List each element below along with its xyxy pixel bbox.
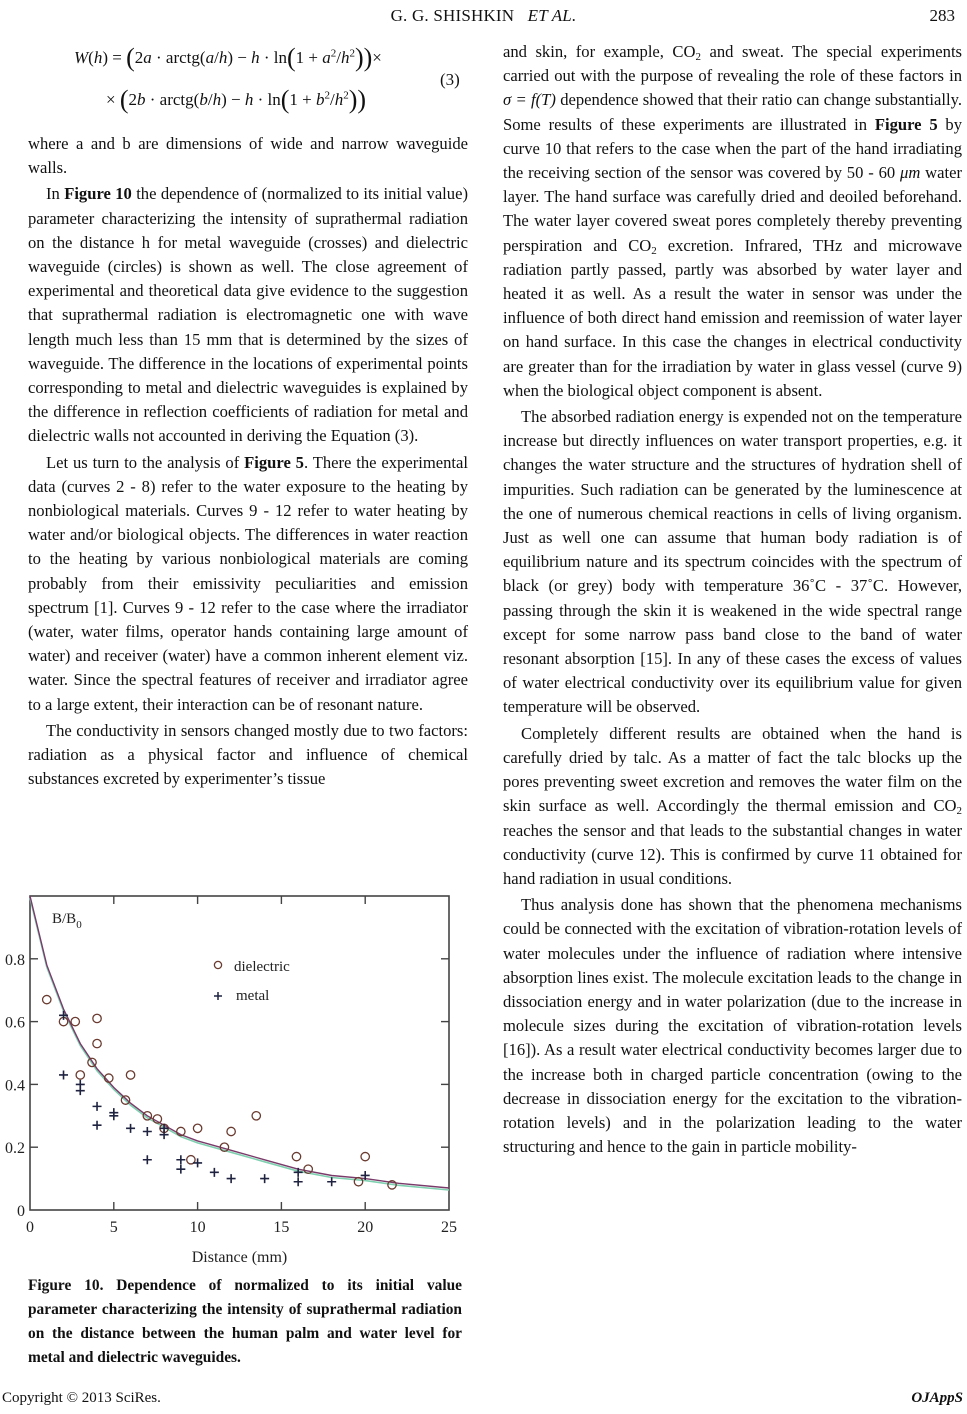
dielectric-point [93, 1014, 101, 1022]
metal-point [59, 1070, 68, 1079]
running-header [0, 6, 967, 28]
metal-point [176, 1155, 185, 1164]
dielectric-point [126, 1071, 134, 1079]
dielectric-point [292, 1152, 300, 1160]
metal-point [93, 1102, 102, 1111]
legend-dielectric-icon [214, 961, 221, 968]
dielectric-point [71, 1017, 79, 1025]
equation-line-1: W(h) = (2a · arctg(a/h) − $h \cdot \ln(1 + a^2/h^2))\times$ [74, 43, 382, 72]
y-tick-label: 0 [17, 1203, 25, 1220]
x-tick-label: 25 [441, 1219, 457, 1236]
dielectric-point [193, 1124, 201, 1132]
legend-metal-label: metal [236, 988, 270, 1004]
dielectric-point [43, 995, 51, 1003]
paragraph: The conductivity in sensors changed mostly due to two factors: radiation as a physical factor and influence of chemical substances excreted by experimenter’s tissue [28, 720, 468, 789]
paragraph: In Figure 10 the dependence of (normalized to its initial value) parameter characterizing the intensity of suprathermal radiation on the distance h for metal waveguide (crosses) and dielectric waveguide (circles) is shown as well. The close agreement of experimental and theoretical data give evidence to the suggestion that suprathermal radiation is electromagnetic one with wave length much less than 15 mm that is determined by the sizes of waveguide. The difference in the locations of experimental points corresponding to metal and dielectric waveguides is explained by the difference in reflection coefficients of radiation for metal and dielectric walls not accounted in deriving the Equation (3). [28, 184, 468, 446]
y-axis-label: $B/B_0$ [52, 911, 82, 931]
metal-point [210, 1168, 219, 1177]
metal-point [76, 1086, 85, 1095]
metal-point [227, 1174, 236, 1183]
dielectric-point [93, 1039, 101, 1047]
metal-point [143, 1127, 152, 1136]
dielectric-point [76, 1071, 84, 1079]
right-column [503, 40, 962, 1159]
metal-point [294, 1177, 303, 1186]
paragraph: Completely different results are obtained when the hand is carefully dried by talc. As a matter of fact the talc blocks up the pores preventing sweet excretion and removes the water film on the skin surface as well. Accordingly the thermal emission and $CO_2$ reaches the sensor and that leads to the substantial changes in water conductivity (curve 12). This is confirmed by curve 11 obtained for hand radiation in usual conditions. [503, 723, 962, 888]
paragraph: The absorbed radiation energy is expended not on the temperature increase but directly influences on water transport properties, e.g. it changes the water structure and the structures of hydration shell of impurities. Such radiation can be generated by the luminescence at the one of numerous chemical reactions in cells of living organism. Just as well one can assume that human body radiation is of equilibrium nature and its spectrum coincides with the spectrum of black (or grey) body with temperature 36˚C - 37˚C. However, passing through the skin it is weakened in the wide spectral range except for some narrow pass band close to the band of water resonant absorption [15]. In any of these cases the excess of values of water electrical conductivity over its equilibrium value for given temperature will be observed. [503, 407, 962, 717]
x-tick-label: 5 [109, 1219, 118, 1236]
y-tick-label: 0.8 [5, 951, 25, 969]
inline-formula: σ = f(T) [503, 90, 556, 110]
figure-10-chart [0, 880, 475, 1280]
x-axis-label: Distance (mm) [191, 1249, 288, 1266]
dielectric-point [227, 1127, 235, 1135]
dielectric-point [361, 1152, 369, 1160]
paragraph: and skin, for example, $CO_2$ and sweat. The special experiments carried out with the purpose of revealing the role of these factors in σ = f(T) dependence showed that their ratio can change substantially. Some results of these experiments are illustrated in Figure 5 by curve 10 that refers to the case when the part of the hand irradiating the receiving section of the sensor was covered by 50 - 60 μm water layer. The hand surface was carefully dried and deoiled beforehand. The water layer covered sweat pores completely thereby preventing perspiration and $CO_2$ excretion. Infrared, THz and microwave radiation partly passed, partly was absorbed by water layer and heated it as well. As a result the water in sensor was under the influence of both direct hand emission and reemission of water layer on hand surface. In this case the changes in electrical conductivity are greater than for the irradiation by water in glass vessel (curve 9) when the biological object component is absent. [503, 42, 963, 400]
legend-metal-icon [214, 992, 222, 1000]
dielectric-point [252, 1112, 260, 1120]
legend-dielectric-label: dielectric [234, 959, 290, 975]
x-tick-label: 20 [357, 1219, 374, 1236]
figure-reference-link[interactable]: Figure 5 [244, 452, 304, 472]
x-tick-label: 0 [26, 1219, 34, 1236]
y-tick-label: 0.2 [5, 1140, 25, 1158]
paragraph: Thus analysis done has shown that the phenomena mechanisms could be connected with the excitation of vibration-rotation levels of water molecules under the influence of radiation where intensive absorption lines exist. The molecule excitation leads to the change in dissociation energy and in water polarization (due to the increase in molecule sizes during the excitation of vibration-rotation levels [16]). As a result water electrical conductivity becomes larger due to the increase both in charged particle concentration (owing to the decrease in dissociation energy for the excitation to the vibration-rotation levels) and in the polarization leading to the water structuring and hence to the gain in particle mobility- [503, 895, 962, 1157]
metal-point [126, 1124, 135, 1133]
figure-reference-link[interactable]: Figure 5 [874, 114, 938, 134]
figure-reference-link[interactable]: Figure 10 [64, 184, 132, 204]
plot-frame [30, 896, 449, 1210]
figure-caption: Figure 10. Dependence of normalized to its initial value parameter characterizing the intensity of suprathermal radiation on the distance between the human palm and water level for metal and dielectric waveguides. [28, 1277, 462, 1366]
x-tick-label: 10 [189, 1219, 206, 1236]
metal-point [93, 1121, 102, 1130]
metal-point [143, 1155, 152, 1164]
scatter-plot [0, 880, 475, 1280]
x-tick-label: 15 [273, 1219, 290, 1236]
paragraph: where a and b are dimensions of wide and narrow waveguide walls. [28, 134, 468, 178]
left-column [28, 40, 468, 791]
y-tick-label: 0.6 [5, 1014, 25, 1032]
metal-point [260, 1174, 269, 1183]
dielectric-point [354, 1178, 362, 1186]
dielectric-point [304, 1165, 312, 1173]
y-tick-label: 0.4 [5, 1077, 25, 1095]
copyright-notice: Copyright © 2013 SciRes. [2, 1390, 161, 1406]
running-header-authors: G. G. SHISHKIN ET AL. [390, 6, 577, 25]
equation-number: (3) [440, 70, 460, 89]
equation-3 [28, 40, 468, 130]
journal-abbrev: OJAppS [911, 1390, 963, 1406]
metal-point [176, 1165, 185, 1174]
page-number: 283 [929, 6, 955, 25]
equation-line-2: × (2b · arctg(b/h) − $h \cdot \ln(1 + b^2/h^2)$) [106, 85, 367, 114]
paragraph: Let us turn to the analysis of Figure 5. There the experimental data (curves 2 - 8) refer to the water exposure to the heating by nonbiological materials. Curves 9 - 12 refer to water heating by water and/or biological objects. The differences in water reaction to the heating by various nonbiological materials are coming probably from their emissivity peculiarities and emission spectrum [1]. Curves 9 - 12 refer to the case where the irradiator (water, water films, operator hands containing large amount of water) and receiver (water) have a common inherent element viz. water. Since the spectral features of receiver and irradiator agree to a large extent, their interaction can be of resonant nature. [28, 452, 468, 714]
